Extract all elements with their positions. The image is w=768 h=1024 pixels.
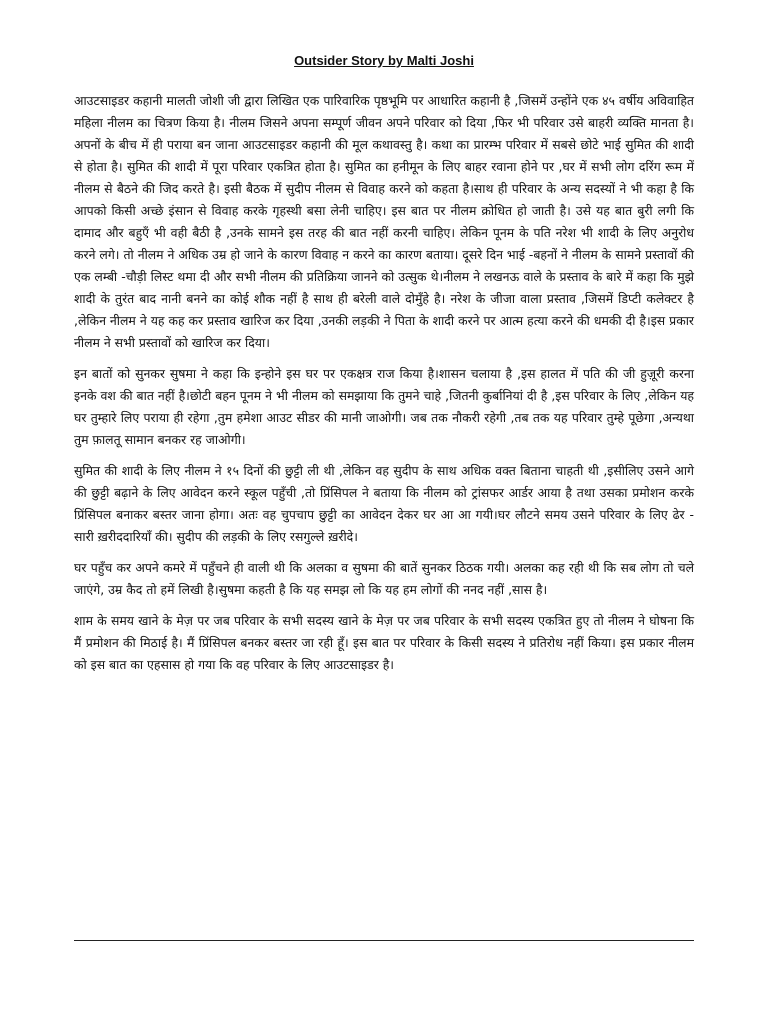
paragraph-4: घर पहुँच कर अपने कमरे में पहुँचने ही वाली थी कि अलका व सुषमा की बातें सुनकर ठिठक गयी। अलका कह रही थी कि सब लोग तो चले जाएंगे, उम्र कैद तो हमें लिखी है।सुषमा कहती है कि यह समझ लो कि यह हम लोगों की ननद नहीं ,सास है। [74, 560, 694, 597]
paragraph-5: शाम के समय खाने के मेज़ पर जब परिवार के सभी सदस्य खाने के मेज़ पर जब परिवार के सभी सदस्य एकत्रित हुए तो नीलम ने घोषना कि मैं प्रमोशन की मिठाई है। मैं प्रिंसिपल बनकर बस्तर जा रही हूँ। इस बात पर परिवार के किसी सदस्य ने प्रतिरोध नहीं किया। इस प्रकार नीलम को इस बात का एहसास हो गया कि वह परिवार के लिए आउटसाइडर है। [74, 613, 694, 672]
paragraph-1: आउटसाइडर कहानी मालती जोशी जी द्वारा लिखित एक पारिवारिक पृष्ठभूमि पर आधारित कहानी है ,जिसमें उन्होंने एक ४५ वर्षीय अविवाहित महिला नीलम का चित्रण किया है। नीलम जिसने अपना सम्पूर्ण जीवन अपने परिवार को दिया ,फिर भी परिवार उसे बाहरी व्यक्ति मानता है। अपनों के बीच में ही पराया बन जाना आउटसाइडर कहानी की मूल कथावस्तु है। कथा का प्रारम्भ परिवार में सबसे छोटे भाई सुमित की शादी से होता है। सुमित की शादी में पूरा परिवार एकत्रित होता है। सुमित का हनीमून के लिए बाहर रवाना होने पर ,घर में सभी लोग दरिंग रूम में नीलम से बैठने की जिद करते है। इसी बैठक में सुदीप नीलम से विवाह करने को कहता है।साथ ही परिवार के अन्य सदस्यों ने भी कहा है कि आपको किसी अच्छे इंसान से विवाह करके गृहस्थी बसा लेनी चाहिए। इस बात पर नीलम क्रोधित हो जाती है। उसे यह बात बुरी लगी कि दामाद और बहुएँ भी वही बैठी है ,उनके सामने इस तरह की बात नहीं करनी चाहिए। लेकिन पूनम के पति नरेश भी शादी के लिए अनुरोध करने लगे। तो नीलम ने अधिक उम्र हो जाने के कारण विवाह न करने का कारण बताया। दूसरे दिन भाई -बहनों ने नीलम के सामने प्रस्तावों की एक लम्बी -चौड़ी लिस्ट थमा दी और सभी नीलम की प्रतिक्रिया जानने को उत्सुक थे।नीलम ने लखनऊ वाले के प्रस्ताव के बारे में कहा कि मुझे शादी के तुरंत बाद नानी बनने का कोई शौक नहीं है साथ ही बरेली वाले दोमुँहे है। नरेश के जीजा वाला प्रस्ताव ,जिसमें डिप्टी कलेक्टर है ,लेकिन नीलम ने यह कह कर प्रस्ताव खारिज कर दिया ,उनकी लड़की ने पिता के शादी करने पर आत्म हत्या करने की धमकी दी है।इस प्रकार नीलम ने सभी प्रस्तावों को खारिज कर दिया। [74, 93, 694, 350]
paragraph-2: इन बातों को सुनकर सुषमा ने कहा कि इन्होने इस घर पर एकक्षत्र राज किया है।शासन चलाया है ,इस हालत में पति की जी हुज़ूरी करना इनके वश की बात नहीं है।छोटी बहन पूनम ने भी नीलम को समझाया कि तुमने चाहे ,जितनी कुर्बानियां दी है ,इस परिवार के लिए ,लेकिन यह घर तुम्हारे लिए पराया ही रहेगा ,तुम हमेशा आउट सीडर की मानी जाओगी। जब तक नौकरी रहेगी ,तब तक यह परिवार तुम्हे पूछेगा ,अन्यथा तुम फ़ालतू सामान बनकर रह जाओगी। [74, 366, 694, 447]
document-page [74, 52, 694, 685]
paragraph-3: सुमित की शादी के लिए नीलम ने १५ दिनों की छुट्टी ली थी ,लेकिन वह सुदीप के साथ अधिक वक्त बिताना चाहती थी ,इसीलिए उसने आगे की छुट्टी बढ़ाने के लिए आवेदन करने स्कूल पहुँची ,तो प्रिंसिपल ने बताया कि नीलम को ट्रांसफर आर्डर आया है तथा उसका प्रमोशन करके प्रिंसिपल बनाकर बस्तर जाना होगा। अतः वह चुपचाप छुट्टी का आवेदन देकर घर आ आ गयी।घर लौटने समय उसने परिवार के लिए ढेर - सारी ख़रीददारियाँ की। सुदीप की लड़की के लिए रसगुल्ले ख़रीदे। [74, 463, 694, 544]
document-title: Outsider Story by Malti Joshi [294, 53, 474, 68]
footer-rule [74, 940, 694, 941]
